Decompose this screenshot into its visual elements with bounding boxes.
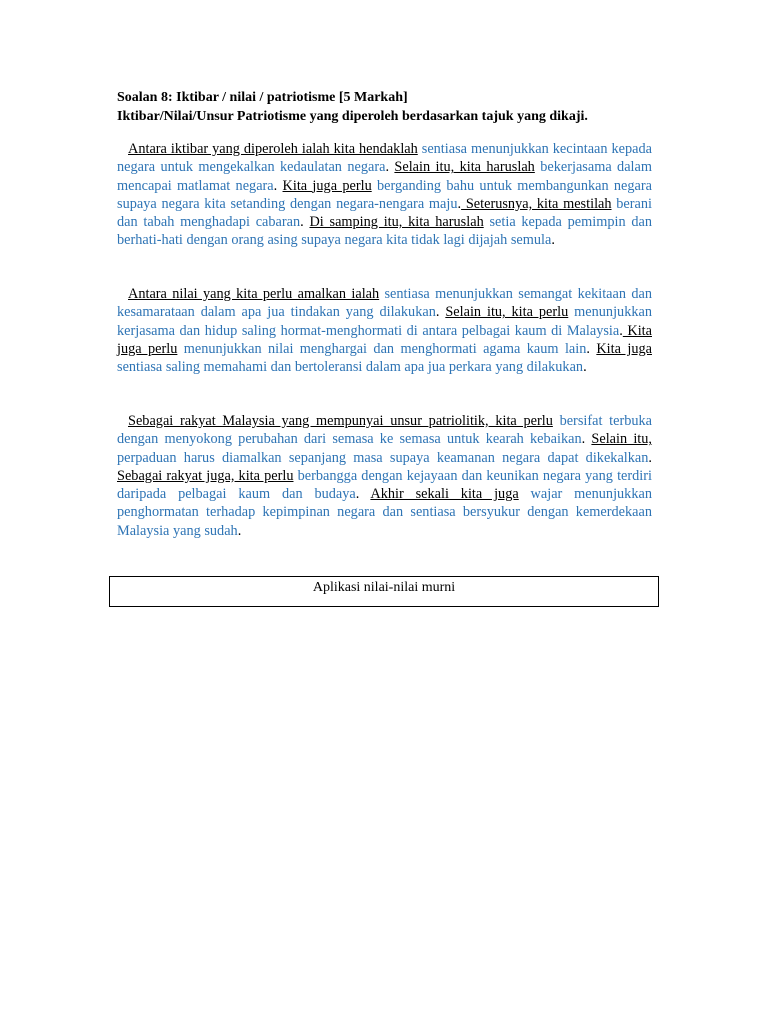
question-subtitle: Iktibar/Nilai/Unsur Patriotisme yang diperoleh berdasarkan tajuk yang dikaji.	[117, 109, 588, 124]
underlined-phrase: Seterusnya, kita mestilah	[461, 195, 612, 212]
underlined-phrase: Sebagai rakyat juga, kita perlu	[117, 467, 294, 484]
blue-text-run: menunjukkan kerjasama dan hidup saling hormat-menghormati di antara pelbagai kaum di Malaysia	[117, 304, 652, 339]
underlined-phrase: Kita juga perlu	[117, 322, 652, 357]
blue-text-run: wajar menunjukkan penghormatan terhadap kepimpinan negara dan sentiasa bersyukur dengan kemerdekaan Malaysia yang sudah	[117, 486, 652, 539]
text-run: .	[619, 322, 623, 339]
blue-text-run: bersifat terbuka dengan menyokong perubahan dari semasa ke semasa untuk kearah kebaikan	[117, 413, 653, 448]
underlined-phrase: Di samping itu, kita haruslah	[309, 214, 484, 231]
underlined-phrase: Kita juga	[596, 340, 652, 357]
text-run: .	[435, 304, 446, 321]
text-run: .	[385, 159, 395, 176]
paragraph-iktibar	[117, 140, 652, 250]
paragraph-nilai	[117, 285, 652, 376]
aplikasi-nilai-label: Aplikasi nilai-nilai murni	[312, 580, 456, 595]
text-run: .	[583, 359, 587, 376]
blue-text-run: bekerjasama dalam mencapai matlamat negara	[117, 159, 652, 194]
underlined-phrase: Selain itu, kita perlu	[445, 304, 569, 321]
aplikasi-nilai-box	[109, 576, 659, 607]
blue-text-run: menunjukkan nilai menghargai dan menghormati agama kaum lain	[177, 340, 587, 357]
underlined-phrase: Selain itu, kita haruslah	[394, 159, 535, 176]
text-run: .	[648, 449, 652, 466]
blue-text-run: berani dan tabah menghadapi cabaran	[117, 195, 653, 231]
blue-text-run: setia kepada pemimpin dan berhati-hati dengan orang asing supaya negara kita tidak lagi dijajah semula	[117, 214, 652, 249]
paragraph-unsur-patriotik	[117, 412, 652, 540]
text-run: .	[457, 195, 462, 212]
underlined-phrase: Antara nilai yang kita perlu amalkan ialah	[128, 286, 380, 302]
question-title: Soalan 8: Iktibar / nilai / patriotisme [5 Markah]	[117, 90, 408, 105]
underlined-phrase: Antara iktibar yang diperoleh ialah kita hendaklah	[128, 141, 418, 157]
underlined-phrase: Kita juga perlu	[282, 177, 372, 194]
blue-text-run: sentiasa saling memahami dan bertoleransi dalam apa jua perkara yang dilakukan	[117, 359, 584, 376]
text-run: .	[586, 340, 597, 357]
blue-text-run: sentiasa menunjukkan semangat kekitaan dan kesamarataan dalam apa jua tindakan yang dilakukan	[117, 286, 652, 321]
text-run: .	[581, 431, 592, 448]
blue-text-run: berganding bahu untuk membangunkan negara supaya negara kita setanding dengan negara-nengara maju	[117, 177, 652, 212]
text-run: .	[237, 522, 242, 539]
underlined-phrase: Sebagai rakyat Malaysia yang mempunyai unsur patriolitik, kita perlu	[128, 413, 553, 429]
blue-text-run: perpaduan harus diamalkan sepanjang masa supaya keamanan negara dapat dikekalkan	[117, 449, 649, 466]
text-run: .	[355, 486, 371, 503]
text-run: .	[273, 177, 283, 194]
blue-text-run: sentiasa menunjukkan kecintaan kepada negara untuk mengekalkan kedaulatan negara	[117, 141, 652, 176]
text-run: .	[551, 232, 555, 249]
text-run: .	[300, 214, 310, 231]
underlined-phrase: Selain itu,	[591, 431, 653, 448]
underlined-phrase: Akhir sekali kita juga	[370, 486, 519, 503]
blue-text-run: berbangga dengan kejayaan dan keunikan negara yang terdiri daripada pelbagai kaum dan budaya	[117, 467, 653, 503]
